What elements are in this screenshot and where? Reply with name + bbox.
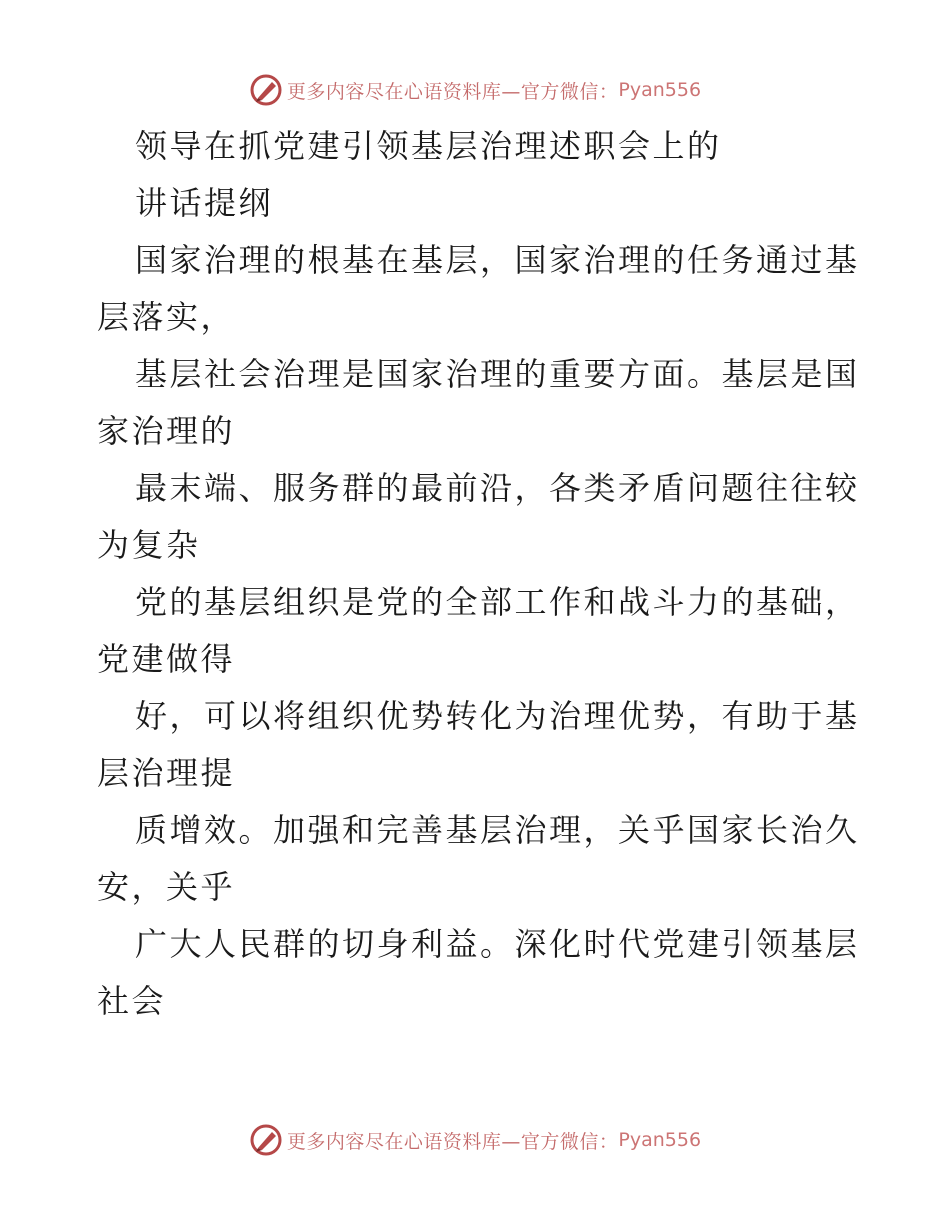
paragraph-line: 党建做得 — [97, 640, 236, 678]
paragraph-line: 最末端、服务群的最前沿，各类矛盾问题往往较 — [135, 469, 860, 507]
paragraph-line: 层落实， — [97, 298, 236, 336]
watermark-text: 更多内容尽在心语资料库—官方微信： — [286, 1130, 619, 1153]
paragraph-line: 基层社会治理是国家治理的重要方面。基层是国 — [135, 355, 860, 393]
paragraph-line: 质增效。加强和完善基层治理，关乎国家长治久 — [135, 811, 860, 849]
paragraph-line: 党的基层组织是党的全部工作和战斗力的基础， — [135, 583, 860, 621]
pen-logo-icon — [249, 1123, 283, 1157]
watermark-wechat-id: Pyan556 — [618, 1129, 702, 1151]
paragraph-line: 好，可以将组织优势转化为治理优势，有助于基 — [135, 697, 860, 735]
paragraph-line: 层治理提 — [97, 754, 236, 792]
watermark-text: 更多内容尽在心语资料库—官方微信： — [286, 80, 619, 103]
paragraph-line: 国家治理的根基在基层，国家治理的任务通过基 — [135, 241, 860, 279]
header-watermark — [0, 70, 950, 110]
title-line-1: 领导在抓党建引领基层治理述职会上的 — [135, 127, 722, 165]
paragraph-line: 安，关乎 — [97, 868, 236, 906]
title-line-2: 讲话提纲 — [135, 184, 274, 222]
document-body — [97, 118, 860, 1030]
paragraph-line: 社会 — [97, 982, 167, 1020]
paragraph-line: 广大人民群的切身利益。深化时代党建引领基层 — [135, 925, 860, 963]
watermark-wechat-id: Pyan556 — [618, 79, 702, 101]
footer-watermark — [0, 1120, 950, 1160]
paragraph-line: 为复杂 — [97, 526, 201, 564]
pen-logo-icon — [249, 73, 283, 107]
paragraph-line: 家治理的 — [97, 412, 236, 450]
